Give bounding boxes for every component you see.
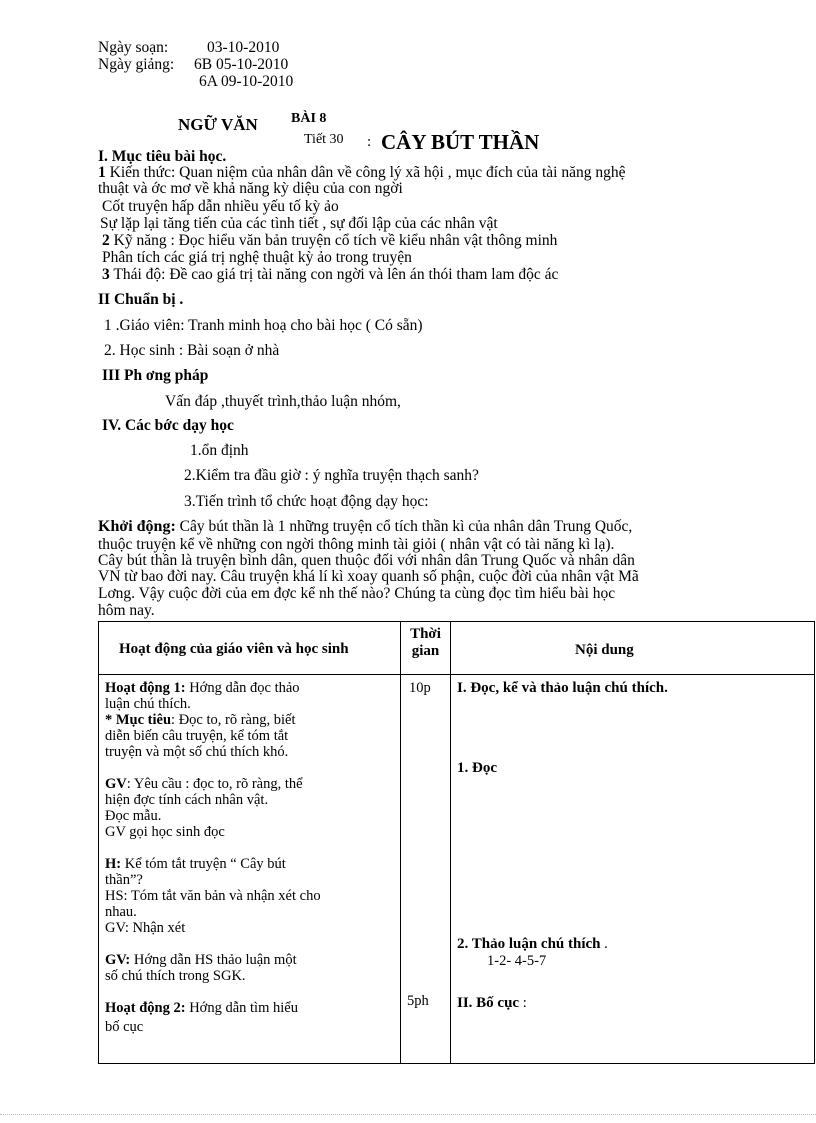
prep-date-label: Ngày soạn:	[98, 39, 169, 56]
step-stabilize: 1.ổn định	[190, 442, 249, 459]
content-structure-label: II. Bố cục	[457, 995, 520, 1011]
objective-number: 1	[98, 164, 106, 181]
header-content-text: Nội dung	[575, 642, 634, 658]
teacher-request	[105, 777, 303, 792]
content-notes-label: 2. Thảo luận chú thích	[457, 936, 601, 952]
intro-line-2: thuộc truyện kể về những con ngời thông minh tài giỏi ( nhân vật có tài năng kì lạ).	[98, 536, 615, 553]
header-time-l2: gian	[411, 643, 440, 659]
activities-cell	[99, 675, 401, 1064]
lesson-title: CÂY BÚT THẦN	[381, 130, 540, 154]
content-notes-list: 1-2- 4-5-7	[487, 953, 547, 969]
teacher-guide	[105, 953, 297, 968]
content-reading-heading: I. Đọc, kể và thảo luận chú thích.	[457, 680, 668, 696]
objective-analysis: Phân tích các giá trị nghệ thuật kỳ ảo trong truyện	[102, 249, 412, 266]
activity-1-label: Hoạt động 1:	[105, 680, 186, 696]
objective-repetition: Sự lặp lại tăng tiến của các tình tiết , sự đối lập của các nhân vật	[100, 215, 498, 232]
intro-line-4: VN từ bao đời nay. Câu truyện khá lí kì xoay quanh số phận, cuộc đời của nhân vật Mã	[98, 568, 639, 585]
student-summary-cont: nhau.	[105, 904, 137, 920]
goal	[105, 713, 295, 728]
goal-label: * Mục tiêu	[105, 712, 172, 728]
teacher-comment: GV: Nhận xét	[105, 920, 186, 936]
intro-label: Khởi động:	[98, 518, 176, 535]
teach-date-6b: 6B 05-10-2010	[194, 56, 289, 73]
section-preparation-heading: II Chuẩn bị .	[98, 291, 184, 308]
content-structure	[457, 996, 527, 1011]
teacher-request-text: : Yêu cầu : đọc to, rõ ràng, thể	[126, 776, 303, 792]
content-read: 1. Đọc	[457, 760, 497, 776]
prep-student: 2. Học sinh : Bài soạn ở nhà	[104, 342, 280, 359]
student-summary: HS: Tóm tắt văn bản và nhận xét cho	[105, 888, 321, 904]
step-check: 2.Kiểm tra đầu giờ : ý nghĩa truyện thạch sanh?	[184, 467, 479, 484]
activity-2-text: Hớng dẫn tìm hiểu	[189, 1000, 298, 1016]
content-notes	[457, 937, 608, 952]
method-text: Vấn đáp ,thuyết trình,thảo luận nhóm,	[165, 393, 401, 410]
section-steps-heading: IV. Các bớc dạy học	[102, 417, 234, 434]
activity-1	[105, 681, 300, 696]
lesson-number: BÀI 8	[291, 111, 327, 126]
intro-line-3: Cây bút thần là truyện bình dân, quen thuộc đối với nhân dân Trung Quốc và nhân dân	[98, 552, 635, 569]
prep-teacher: 1 .Giáo viên: Tranh minh hoạ cho bài học ( Có sẵn)	[104, 317, 423, 334]
teach-date-label: Ngày giảng:	[98, 56, 175, 73]
content-cell	[451, 675, 815, 1064]
activity-1-cont: luận chú thích.	[105, 696, 191, 712]
header-content	[451, 622, 815, 675]
time-activity-1: 10p	[409, 680, 431, 696]
subject-title: NGỮ VĂN	[178, 115, 258, 134]
section-method-heading: III Ph ơng pháp	[102, 367, 209, 384]
question-text: Kể tóm tắt truyện “ Cây bút	[124, 856, 286, 872]
teacher-guide-label: GV:	[105, 952, 131, 968]
objective-knowledge-cont: thuật và ớc mơ về khả năng kỳ diệu của con ngời	[98, 180, 403, 197]
objective-skills	[102, 233, 557, 249]
objective-knowledge	[98, 165, 626, 181]
content-structure-colon: :	[522, 995, 527, 1011]
header-activities-text: Hoạt động của giáo viên và học sinh	[119, 641, 349, 657]
intro-line-6: hôm nay.	[98, 602, 155, 619]
objective-attitude-text: Thái độ: Đề cao giá trị tài năng con ngời và lên án thói tham lam độc ác	[113, 266, 559, 283]
intro-line-1	[98, 519, 632, 535]
teach-date-6a: 6A 09-10-2010	[199, 73, 294, 90]
question-cont: thần”?	[105, 872, 143, 888]
objective-knowledge-text: Kiến thức: Quan niệm của nhân dân về công lý xã hội , mục đích của tài năng nghệ	[109, 164, 626, 181]
goal-text: : Đọc to, rõ ràng, biết	[171, 712, 296, 728]
teacher-guide-text: Hớng dẫn HS thảo luận một	[133, 952, 297, 968]
header-time-l1: Thời	[410, 626, 441, 642]
question-label: H:	[105, 856, 122, 872]
period-number: Tiết 30	[304, 132, 344, 147]
intro-text: Cây bút thần là 1 những truyện cổ tích thần kì của nhân dân Trung Quốc,	[179, 518, 633, 535]
teacher-request-cont: hiện đợc tính cách nhân vật.	[105, 792, 269, 808]
section-objectives-heading: I. Mục tiêu bài học.	[98, 148, 227, 165]
goal-line-3: truyện và một số chú thích khó.	[105, 744, 289, 760]
objective-plot: Cốt truyện hấp dẫn nhiều yếu tố kỳ ảo	[102, 198, 339, 215]
step-process: 3.Tiến trình tổ chức hoạt động dạy học:	[184, 493, 429, 510]
activity-2	[105, 1001, 298, 1016]
table-header-row	[99, 622, 815, 675]
time-cell	[401, 675, 451, 1064]
objective-skills-text: Kỹ năng : Đọc hiểu văn bản truyện cổ tích về kiểu nhân vật thông minh	[113, 232, 558, 249]
prep-date: 03-10-2010	[207, 39, 280, 56]
activity-2-cont: bố cục	[105, 1019, 144, 1035]
title-colon: :	[367, 134, 372, 150]
teacher-guide-cont: số chú thích trong SGK.	[105, 968, 246, 984]
sample-reading: Đọc mẫu.	[105, 808, 162, 824]
table-row	[99, 675, 815, 1064]
teacher-label: GV	[105, 776, 127, 792]
teacher-calls: GV gọi học sinh đọc	[105, 824, 225, 840]
header-time	[401, 622, 451, 675]
objective-number: 2	[102, 232, 110, 249]
header-activities	[99, 622, 401, 675]
goal-line-2: diễn biến câu truyện, kể tóm tắt	[105, 728, 289, 744]
activity-1-text: Hớng dẫn đọc thảo	[189, 680, 300, 696]
objective-number: 3	[102, 266, 110, 283]
page-edge	[0, 1114, 816, 1115]
objective-attitude	[102, 267, 558, 283]
activity-table	[98, 621, 815, 1064]
content-notes-dot: .	[604, 936, 608, 952]
time-activity-2: 5ph	[407, 993, 429, 1009]
activity-2-label: Hoạt động 2:	[105, 1000, 186, 1016]
question	[105, 857, 286, 872]
intro-line-5: Lơng. Vậy cuộc đời của em đợc kể nh thế nào? Chúng ta cùng đọc tìm hiểu bài học	[98, 585, 616, 602]
